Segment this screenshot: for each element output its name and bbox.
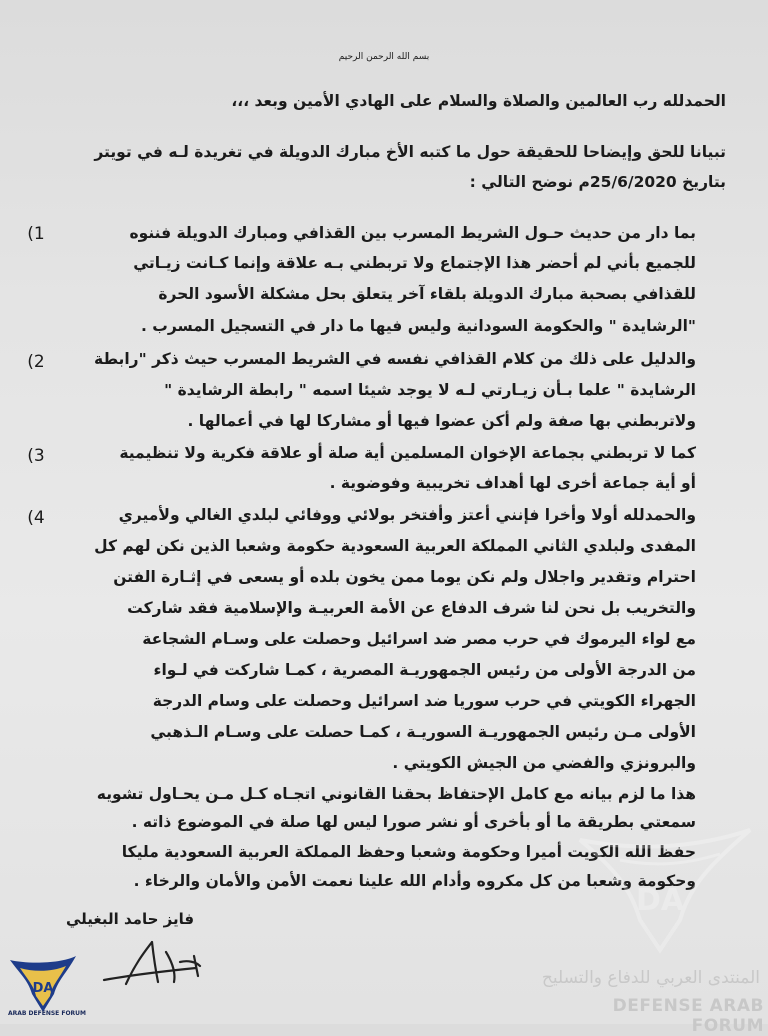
item-3-line-2: أو أية جماعة أخرى لها أهداف تخريبية وفوضوية .	[329, 474, 696, 492]
watermark-logo-letters: DA	[635, 883, 685, 918]
item-4-line-7: الجهراء الكويتي في حرب سوريا ضد اسرائيل وحصلت على وسام الدرجة	[152, 692, 696, 710]
item-2-number: (2	[27, 352, 45, 372]
item-4-line-2: المفدى ولبلدي الثاني المملكة العربية السعودية حكومة وشعبا الذين نكن لهم كل	[94, 537, 696, 555]
handwritten-signature	[96, 932, 226, 992]
badge-letters: DA	[32, 981, 54, 996]
item-3-number: (3	[27, 446, 45, 466]
item-4-line-1: والحمدلله أولا وأخرا فإنني أعتز وأفتخر بولائي ووفائي لبلدي الغالي ولأميري	[118, 506, 696, 524]
watermark-arabic-text: المنتدى العربي للدفاع والتسليح	[541, 968, 760, 988]
closing-line-1: هذا ما لزم بيانه مع كامل الإحتفاظ بحقنا القانوني اتجـاه كـل مـن يحـاول تشويه	[96, 785, 696, 803]
item-1-line-2: للجميع بأني لم أحضر هذا الإجتماع ولا تربطني بـه علاقة وإنما كـانت زيـاتي	[133, 254, 696, 272]
badge-caption: ARAB DEFENSE FORUM	[7, 1010, 87, 1017]
item-4-line-3: احترام وتقدير واجلال ولم نكن يوما ممن يخون بلده أو يسعى في إثـارة الفتن	[113, 568, 696, 586]
closing-line-3: حفظ الله الكويت أميرا وحكومة وشعبا وحفظ المملكة العربية السعودية مليكا	[121, 843, 696, 861]
item-2-line-2: الرشايدة " علما بـأن زيـارتي لـه لا يوجد شيئا اسمه " رابطة الرشايدة "	[164, 381, 696, 399]
item-2-line-3: ولاتربطني بها صفة ولم أكن عضوا فيها أو مشاركا لها في أعمالها .	[187, 412, 696, 430]
item-1-line-3: للقذافي بصحبة مبارك الدويلة بلقاء آخر يتعلق بحل مشكلة الأسود الحرة	[158, 285, 696, 303]
item-4-line-6: من الدرجة الأولى من رئيس الجمهوريـة المصرية ، كمـا شاركت في لـواء	[153, 661, 696, 679]
item-4-line-5: مع لواء اليرموك في حرب مصر ضد اسرائيل وحصلت على وسـام الشجاعة	[142, 630, 696, 648]
watermark-english-text: DEFENSE ARAB FORUM	[612, 996, 764, 1036]
greeting: الحمدلله رب العالمين والصلاة والسلام على الهادي الأمين وبعد ،،،	[231, 92, 726, 110]
item-4-number: (4	[27, 508, 45, 528]
item-2-line-1: والدليل على ذلك من كلام القذافي نفسه في الشريط المسرب حيث ذكر "رابطة	[94, 350, 696, 368]
item-4-line-8: الأولى مـن رئيس الجمهوريـة السوريـة ، كمـا حصلت على وسـام الـذهبي	[150, 723, 696, 741]
item-1-number: (1	[27, 224, 45, 244]
intro-line-2: بتاريخ 25/6/2020م نوضح التالي :	[469, 173, 726, 191]
item-3-line-1: كما لا تربطني بجماعة الإخوان المسلمين أية صلة أو علاقة فكرية ولا تنظيمية	[119, 444, 696, 462]
item-4-line-9: والبرونزي والفضي من الجيش الكويتي .	[392, 754, 696, 772]
item-1-line-4: "الرشايدة " والحكومة السودانية وليس فيها ما دار في التسجيل المسرب .	[140, 317, 696, 335]
item-1-line-1: بما دار من حديث حـول الشريط المسرب بين القذافي ومبارك الدويلة فننوه	[129, 224, 696, 242]
item-4-line-4: والتخريب بل نحن لنا شرف الدفاع عن الأمة العربيـة والإسلامية فقد شاركت	[127, 599, 696, 617]
intro-line-1: تبيانا للحق وإيضاحا للحقيقة حول ما كتبه الأخ مبارك الدويلة في تغريدة لـه في تويتر	[94, 143, 726, 161]
closing-line-2: سمعتي بطريقة ما أو بأخرى أو نشر صورا ليس لها صلة في الموضوع ذاته .	[131, 813, 696, 831]
basmala: بسم الله الرحمن الرحيم	[338, 52, 430, 62]
forum-watermark-logo	[560, 810, 760, 960]
closing-line-4: وحكومة وشعبا من كل مكروه وأدام الله علينا نعمت الأمن والأمان والرخاء .	[133, 872, 696, 890]
signatory-name: فايز حامد البغيلي	[66, 910, 195, 928]
arab-defense-forum-badge-icon	[6, 946, 80, 1018]
